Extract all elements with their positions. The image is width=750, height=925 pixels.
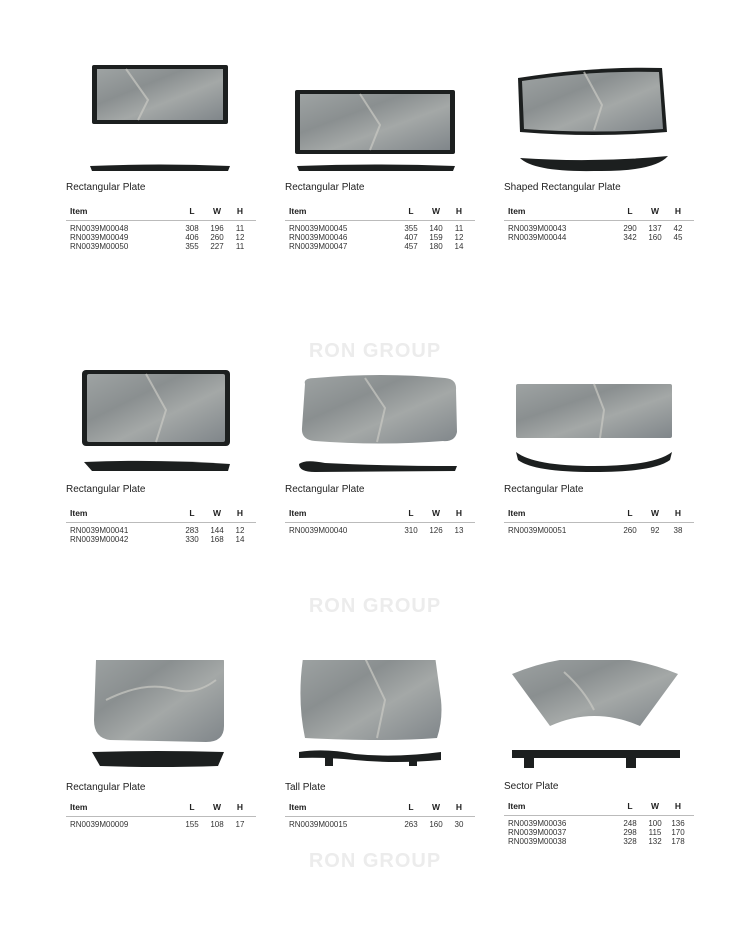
spec-header (285, 206, 475, 221)
product-card (66, 60, 281, 260)
spec-table (285, 206, 475, 251)
cell-item: RN0039M00038 (508, 837, 567, 846)
col-item: Item (289, 802, 307, 812)
cell-l: 342 (623, 233, 637, 242)
col-h: H (236, 508, 244, 518)
spec-row (66, 817, 256, 829)
cell-w: 140 (429, 224, 443, 233)
spec-row (66, 242, 256, 251)
col-item: Item (70, 802, 88, 812)
col-item: Item (289, 508, 307, 518)
plate-image (66, 660, 281, 775)
cell-h: 38 (673, 526, 683, 535)
product-title: Rectangular Plate (66, 182, 146, 193)
plate-image (285, 660, 500, 775)
cell-h: 11 (235, 242, 245, 251)
product-card (504, 60, 719, 260)
product-title: Shaped Rectangular Plate (504, 182, 621, 193)
col-h: H (674, 801, 682, 811)
spec-table (285, 802, 475, 829)
spec-row (504, 523, 694, 535)
col-l: L (408, 508, 414, 518)
product-title: Sector Plate (504, 781, 559, 792)
cell-l: 407 (404, 233, 418, 242)
spec-header (66, 802, 256, 817)
col-w: W (212, 802, 222, 812)
product-card (66, 660, 281, 860)
col-l: L (627, 508, 633, 518)
cell-w: 160 (648, 233, 662, 242)
col-l: L (408, 802, 414, 812)
watermark: RON GROUP (308, 340, 442, 362)
col-item: Item (508, 801, 526, 811)
spec-row (285, 242, 475, 251)
cell-h: 12 (235, 233, 245, 242)
cell-h: 136 (671, 819, 685, 828)
spec-row (504, 828, 694, 837)
cell-l: 406 (185, 233, 199, 242)
plate-image (285, 60, 500, 175)
spec-row (66, 221, 256, 233)
cell-h: 17 (235, 820, 245, 829)
cell-item: RN0039M00048 (70, 224, 129, 233)
cell-item: RN0039M00036 (508, 819, 567, 828)
cell-l: 310 (404, 526, 418, 535)
spec-row (504, 221, 694, 233)
col-item: Item (70, 206, 88, 216)
col-w: W (650, 206, 660, 216)
spec-row (66, 535, 256, 544)
cell-l: 263 (404, 820, 418, 829)
col-w: W (650, 508, 660, 518)
cell-h: 30 (454, 820, 464, 829)
cell-w: 115 (648, 828, 662, 837)
cell-item: RN0039M00045 (289, 224, 348, 233)
spec-row (66, 523, 256, 535)
cell-item: RN0039M00047 (289, 242, 348, 251)
watermark: RON GROUP (308, 595, 442, 617)
cell-item: RN0039M00042 (70, 535, 129, 544)
cell-l: 355 (404, 224, 418, 233)
plate-image (504, 362, 719, 477)
cell-h: 45 (673, 233, 683, 242)
spec-row (66, 233, 256, 242)
cell-w: 92 (650, 526, 660, 535)
plate-image (285, 362, 500, 477)
spec-row (285, 221, 475, 233)
cell-w: 180 (429, 242, 443, 251)
cell-w: 160 (429, 820, 443, 829)
cell-item: RN0039M00050 (70, 242, 129, 251)
product-title: Rectangular Plate (285, 182, 365, 193)
cell-w: 260 (210, 233, 224, 242)
spec-header (66, 508, 256, 523)
cell-l: 155 (185, 820, 199, 829)
cell-h: 178 (671, 837, 685, 846)
plate-image (66, 362, 281, 477)
col-h: H (455, 802, 463, 812)
product-card (285, 60, 500, 260)
col-w: W (431, 206, 441, 216)
col-l: L (189, 206, 195, 216)
col-h: H (455, 206, 463, 216)
col-w: W (650, 801, 660, 811)
spec-table (66, 508, 256, 544)
col-h: H (674, 206, 682, 216)
cell-item: RN0039M00041 (70, 526, 129, 535)
cell-w: 227 (210, 242, 224, 251)
col-w: W (431, 802, 441, 812)
product-card (66, 362, 281, 562)
cell-h: 13 (454, 526, 464, 535)
cell-l: 283 (185, 526, 199, 535)
cell-l: 308 (185, 224, 199, 233)
cell-l: 260 (623, 526, 637, 535)
col-l: L (627, 206, 633, 216)
spec-table (504, 801, 694, 846)
col-item: Item (508, 206, 526, 216)
product-title: Rectangular Plate (66, 782, 146, 793)
cell-h: 42 (673, 224, 683, 233)
cell-h: 14 (235, 535, 245, 544)
cell-w: 132 (648, 837, 662, 846)
cell-w: 159 (429, 233, 443, 242)
col-l: L (189, 508, 195, 518)
plate-image (504, 60, 719, 175)
cell-item: RN0039M00040 (289, 526, 348, 535)
product-card (504, 660, 719, 860)
spec-row (504, 233, 694, 242)
cell-h: 11 (235, 224, 245, 233)
cell-l: 290 (623, 224, 637, 233)
col-l: L (627, 801, 633, 811)
cell-w: 144 (210, 526, 224, 535)
cell-w: 137 (648, 224, 662, 233)
spec-header (285, 508, 475, 523)
cell-item: RN0039M00044 (508, 233, 567, 242)
spec-table (66, 206, 256, 251)
spec-table (66, 802, 256, 829)
col-h: H (236, 802, 244, 812)
spec-header (504, 508, 694, 523)
spec-row (285, 817, 475, 829)
col-w: W (431, 508, 441, 518)
cell-item: RN0039M00051 (508, 526, 567, 535)
col-item: Item (508, 508, 526, 518)
spec-header (504, 206, 694, 221)
spec-table (285, 508, 475, 535)
col-item: Item (289, 206, 307, 216)
product-card (285, 660, 500, 860)
spec-row (285, 523, 475, 535)
spec-table (504, 508, 694, 535)
plate-image (504, 660, 719, 775)
cell-w: 108 (210, 820, 224, 829)
product-title: Rectangular Plate (66, 484, 146, 495)
col-w: W (212, 206, 222, 216)
cell-l: 328 (623, 837, 637, 846)
col-w: W (212, 508, 222, 518)
col-h: H (236, 206, 244, 216)
spec-row (504, 816, 694, 828)
cell-h: 14 (454, 242, 464, 251)
cell-item: RN0039M00037 (508, 828, 567, 837)
cell-l: 457 (404, 242, 418, 251)
cell-item: RN0039M00046 (289, 233, 348, 242)
cell-l: 248 (623, 819, 637, 828)
cell-h: 11 (454, 224, 464, 233)
product-title: Rectangular Plate (285, 484, 365, 495)
cell-item: RN0039M00009 (70, 820, 129, 829)
spec-header (504, 801, 694, 816)
cell-h: 170 (671, 828, 685, 837)
product-card (285, 362, 500, 562)
watermark: RON GROUP (308, 850, 442, 872)
product-title: Rectangular Plate (504, 484, 584, 495)
spec-table (504, 206, 694, 242)
cell-h: 12 (235, 526, 245, 535)
cell-w: 100 (648, 819, 662, 828)
cell-item: RN0039M00015 (289, 820, 348, 829)
plate-image (66, 60, 281, 175)
cell-item: RN0039M00043 (508, 224, 567, 233)
spec-header (66, 206, 256, 221)
cell-w: 196 (210, 224, 224, 233)
cell-w: 168 (210, 535, 224, 544)
cell-l: 330 (185, 535, 199, 544)
cell-w: 126 (429, 526, 443, 535)
col-h: H (455, 508, 463, 518)
col-l: L (189, 802, 195, 812)
product-card (504, 362, 719, 562)
spec-header (285, 802, 475, 817)
col-l: L (408, 206, 414, 216)
col-item: Item (70, 508, 88, 518)
spec-row (285, 233, 475, 242)
col-h: H (674, 508, 682, 518)
cell-l: 355 (185, 242, 199, 251)
product-title: Tall Plate (285, 782, 326, 793)
cell-item: RN0039M00049 (70, 233, 129, 242)
cell-h: 12 (454, 233, 464, 242)
spec-row (504, 837, 694, 846)
cell-l: 298 (623, 828, 637, 837)
